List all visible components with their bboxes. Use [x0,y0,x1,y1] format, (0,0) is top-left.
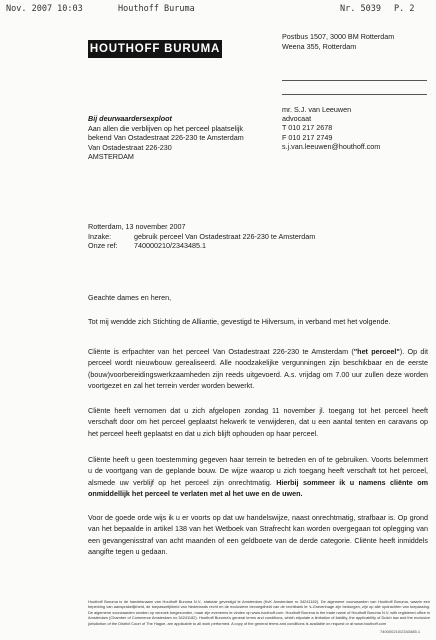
fax-date: Nov. 2007 10:03 [6,4,83,14]
paragraph-4-text: Cliënte heeft u geen toestemming gegeven haar terrein te betreden en of te gebruiken. Voorts belemmert u de voortgang van de geplande bouw. De wijze waarop u zich toegang heeft verschaft tot het perceel, alsmede uw verblijf op het perceel zijn onrechtmatig. [88,455,428,487]
reference-label: Onze ref: [88,241,118,250]
postal-line-1: Postbus 1507, 3000 BM Rotterdam [282,32,395,41]
fax-page: P. 2 [394,4,415,14]
fax-header [0,4,436,18]
sender-block [282,105,380,151]
recipient-line-3: Van Ostadestraat 226-230 [88,142,172,152]
divider [282,80,427,81]
sender-name: mr. S.J. van Leeuwen [282,105,352,114]
paragraph-3: Cliënte heeft vernomen dat u zich afgelopen zondag 11 november jl. toegang tot het perceel heeft verschaft door om het perceel geplaatst hekwerk te verwijderen, dat u een aantal tenten en caravans op het perceel heeft geplaatst en dat u zich blijft ophouden op haar perceel. [88,406,428,438]
reference-value: 740000210/2343485.1 [134,241,206,250]
recipient-line-1: Aan allen die verblijven op het perceel plaatselijk [88,123,244,133]
footer-disclaimer: Houthoff Buruma is de handelsnaam van Houthoff Buruma N.V., statutair gevestigd te Amsterdam (KvK Amsterdam nr 34241182). De algemene voorwaarden van Houthoff Buruma, waarin een beperking van aansprakelijkheid, de toepasselijkheid van Nederlands recht en de exclusieve bevoegdheid van de rechtbank te 's-Gravenhage zijn bedongen, zijn op alle opdrachten van toepassing. De algemene voorwaarden worden op verzoek toegezonden, maar zijn eveneens te vinden op www.houthoff.com. Houthoff Buruma is the trade name of Houthoff Buruma N.V. with registered office in Amsterdam (Chamber of Commerce Amsterdam no 34241182). Houthoff Buruma's general terms and conditions, which stipulate a limitation of liability, the applicability of Dutch law and the exclusive jurisdiction of the District Court of The Hague, are applicable to all work performed. A copy of the general terms and conditions is available on request or at www.houthoff.com [88,599,430,626]
fax-firm: Houthoff Buruma [118,4,195,14]
divider [282,94,427,95]
paragraph-4-demand: Hierbij sommeer ik u namens cliënte om onmiddellijk het perceel te verlaten met al het uwe en de uwen. [88,477,428,499]
recipient-line-4: AMSTERDAM [88,152,134,161]
sender-title: advocaat [282,114,312,124]
paragraph-2-text-b: ). Op dit perceel wordt nieuwbouw gerealiseerd. Alle noodzakelijke vergunningen zijn beschikbaar en de eerste (bouw)voorbereidingswerkzaamheden zijn reeds uitgevoerd. A.s. vrijdag om 7.00 uur zullen deze worden voortgezet en zal het terrein verder worden bewerkt. [88,347,428,391]
paragraph-2-text-a: Cliënte is erfpachter van het perceel Van Ostadestraat 226-230 te Amsterdam ( [88,347,354,356]
paragraph-5: Voor de goede orde wijs ik u er voorts op dat uw handelswijze, naast onrechtmatig, strafbaar is. Op grond van het bepaalde in artikel 138 van het Wetboek van Strafrecht kan worden overgegaan tot oplegging van een gevangenisstraf van acht maanden of een geldboete van de derde categorie. Cliënte heeft inmiddels aangifte tegen u gedaan. [88,513,428,557]
recipient-block [88,114,244,162]
postal-line-2: Weena 355, Rotterdam [282,41,357,51]
paragraph-1: Tot mij wendde zich Stichting de Alliantie, gevestigd te Hilversum, in verband met het volgende. [88,317,391,326]
recipient-line-2: bekend Van Ostadestraat 226-230 te Amsterdam [88,133,244,142]
paragraph-4 [88,454,428,500]
postal-address [282,32,394,51]
inzake-value: gebruik perceel Van Ostadestraat 226-230 te Amsterdam [134,231,316,241]
paragraph-2 [88,346,428,392]
delivery-mode: Bij deurwaardersexploot [88,114,172,123]
inzake-label: Inzake: [88,231,112,241]
sender-fax: F 010 217 2749 [282,132,333,142]
sender-email: s.j.van.leeuwen@houthoff.com [282,141,381,151]
sender-phone: T 010 217 2678 [282,123,333,133]
footer-page-ref: 740000210/2343485.1 [380,629,421,634]
paragraph-2-defined-term: "het perceel" [353,347,400,356]
firm-logo: HOUTHOFF BURUMA [88,40,222,58]
fax-number: Nr. 5039 [340,4,381,14]
letter-date: Rotterdam, 13 november 2007 [88,222,186,231]
subject-block [88,222,315,251]
salutation: Geachte dames en heren, [88,293,172,302]
